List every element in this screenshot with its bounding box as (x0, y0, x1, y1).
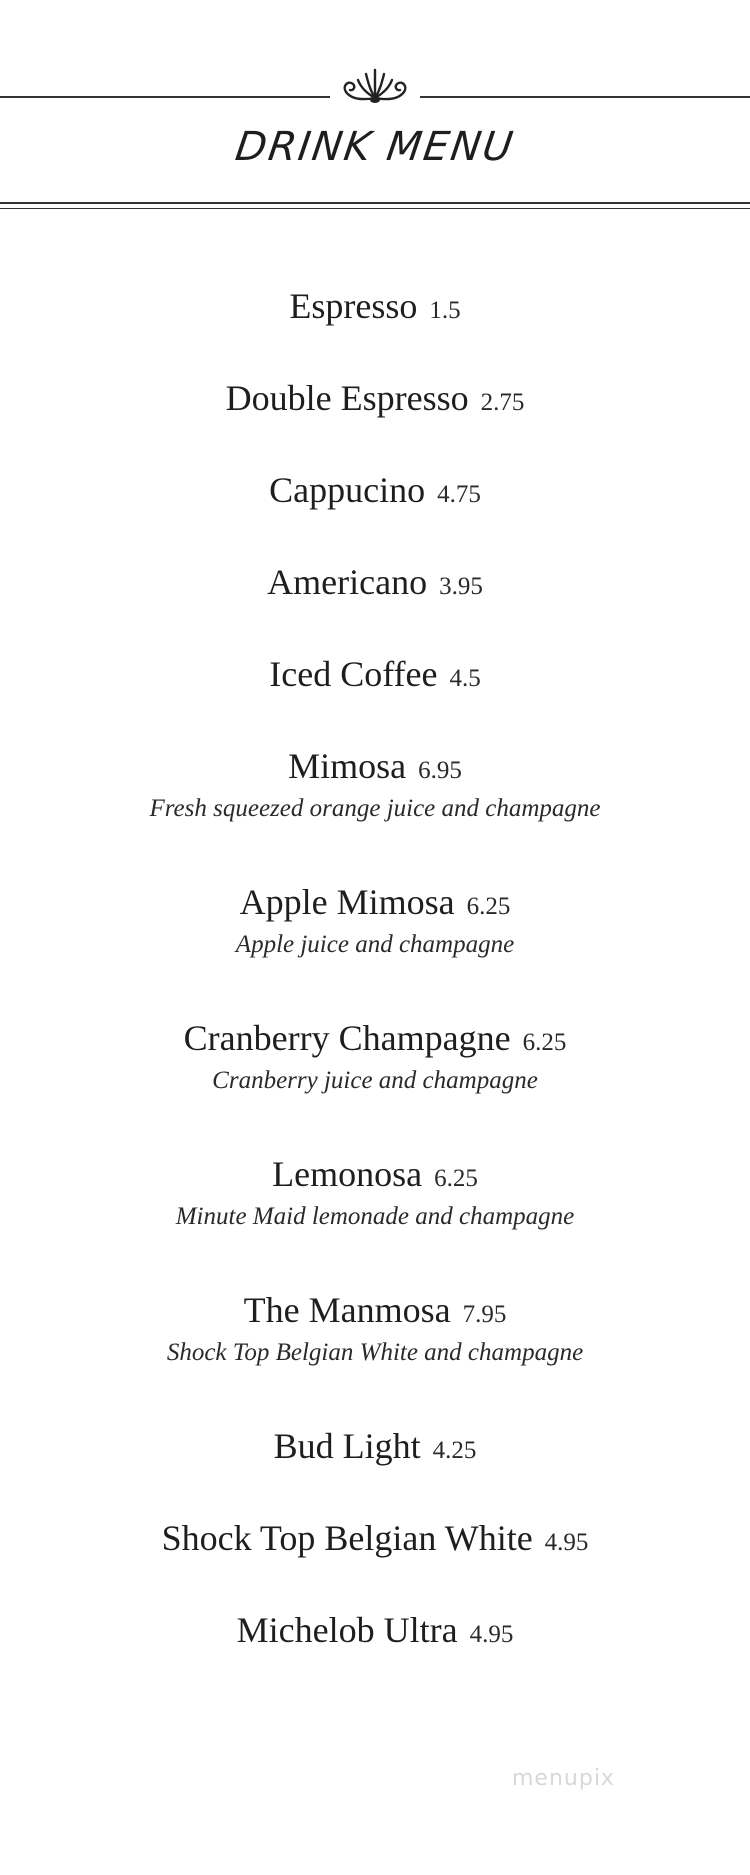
item-price: 4.75 (437, 481, 481, 508)
header-bottom-rule (0, 202, 750, 204)
item-name: Americano (267, 562, 428, 602)
menu-item (0, 648, 750, 740)
item-name: Apple Mimosa (239, 882, 455, 922)
item-name: Cappucino (269, 470, 426, 510)
menu-item (0, 1148, 750, 1284)
menu-item (0, 1420, 750, 1512)
item-price: 6.25 (522, 1029, 567, 1056)
item-description: Apple juice and champagne (235, 931, 515, 958)
item-name: Cranberry Champagne (183, 1018, 511, 1058)
menu-item (0, 1512, 750, 1604)
menu-item (0, 1284, 750, 1420)
drink-list (0, 280, 750, 1696)
item-name: Double Espresso (225, 378, 469, 418)
item-price: 4.5 (449, 665, 481, 692)
flourish-ornament-icon (330, 64, 420, 108)
item-name: Mimosa (288, 746, 407, 786)
menu-item (0, 1012, 750, 1148)
item-name: Iced Coffee (269, 654, 438, 694)
item-name: Michelob Ultra (236, 1610, 458, 1650)
item-price: 4.95 (469, 1621, 514, 1648)
item-name: Espresso (289, 286, 418, 326)
item-name: Lemonosa (272, 1154, 423, 1194)
item-price: 1.5 (429, 297, 461, 324)
item-price: 2.75 (480, 389, 525, 416)
item-price: 6.25 (434, 1165, 478, 1192)
item-price: 6.95 (418, 757, 462, 784)
menu-item (0, 556, 750, 648)
item-description: Minute Maid lemonade and champagne (175, 1203, 575, 1230)
item-price: 4.95 (544, 1529, 589, 1556)
item-description: Fresh squeezed orange juice and champagne (149, 795, 601, 822)
item-description: Cranberry juice and champagne (212, 1067, 538, 1094)
watermark: menupix (512, 1766, 615, 1791)
page-title: DRINK MENU (232, 124, 518, 170)
menu-item (0, 464, 750, 556)
item-description: Shock Top Belgian White and champagne (166, 1339, 584, 1366)
menu-item (0, 1604, 750, 1696)
item-name: Shock Top Belgian White (161, 1518, 533, 1558)
menu-item (0, 372, 750, 464)
item-price: 4.25 (432, 1437, 477, 1464)
menu-item (0, 876, 750, 1012)
menu-item (0, 280, 750, 372)
item-price: 6.25 (466, 893, 511, 920)
menu-header (0, 60, 750, 220)
item-price: 7.95 (462, 1301, 507, 1328)
item-price: 3.95 (439, 573, 483, 600)
item-name: Bud Light (273, 1426, 421, 1466)
header-bottom-thin-rule (0, 208, 750, 209)
menu-item (0, 740, 750, 876)
item-name: The Manmosa (243, 1290, 451, 1330)
